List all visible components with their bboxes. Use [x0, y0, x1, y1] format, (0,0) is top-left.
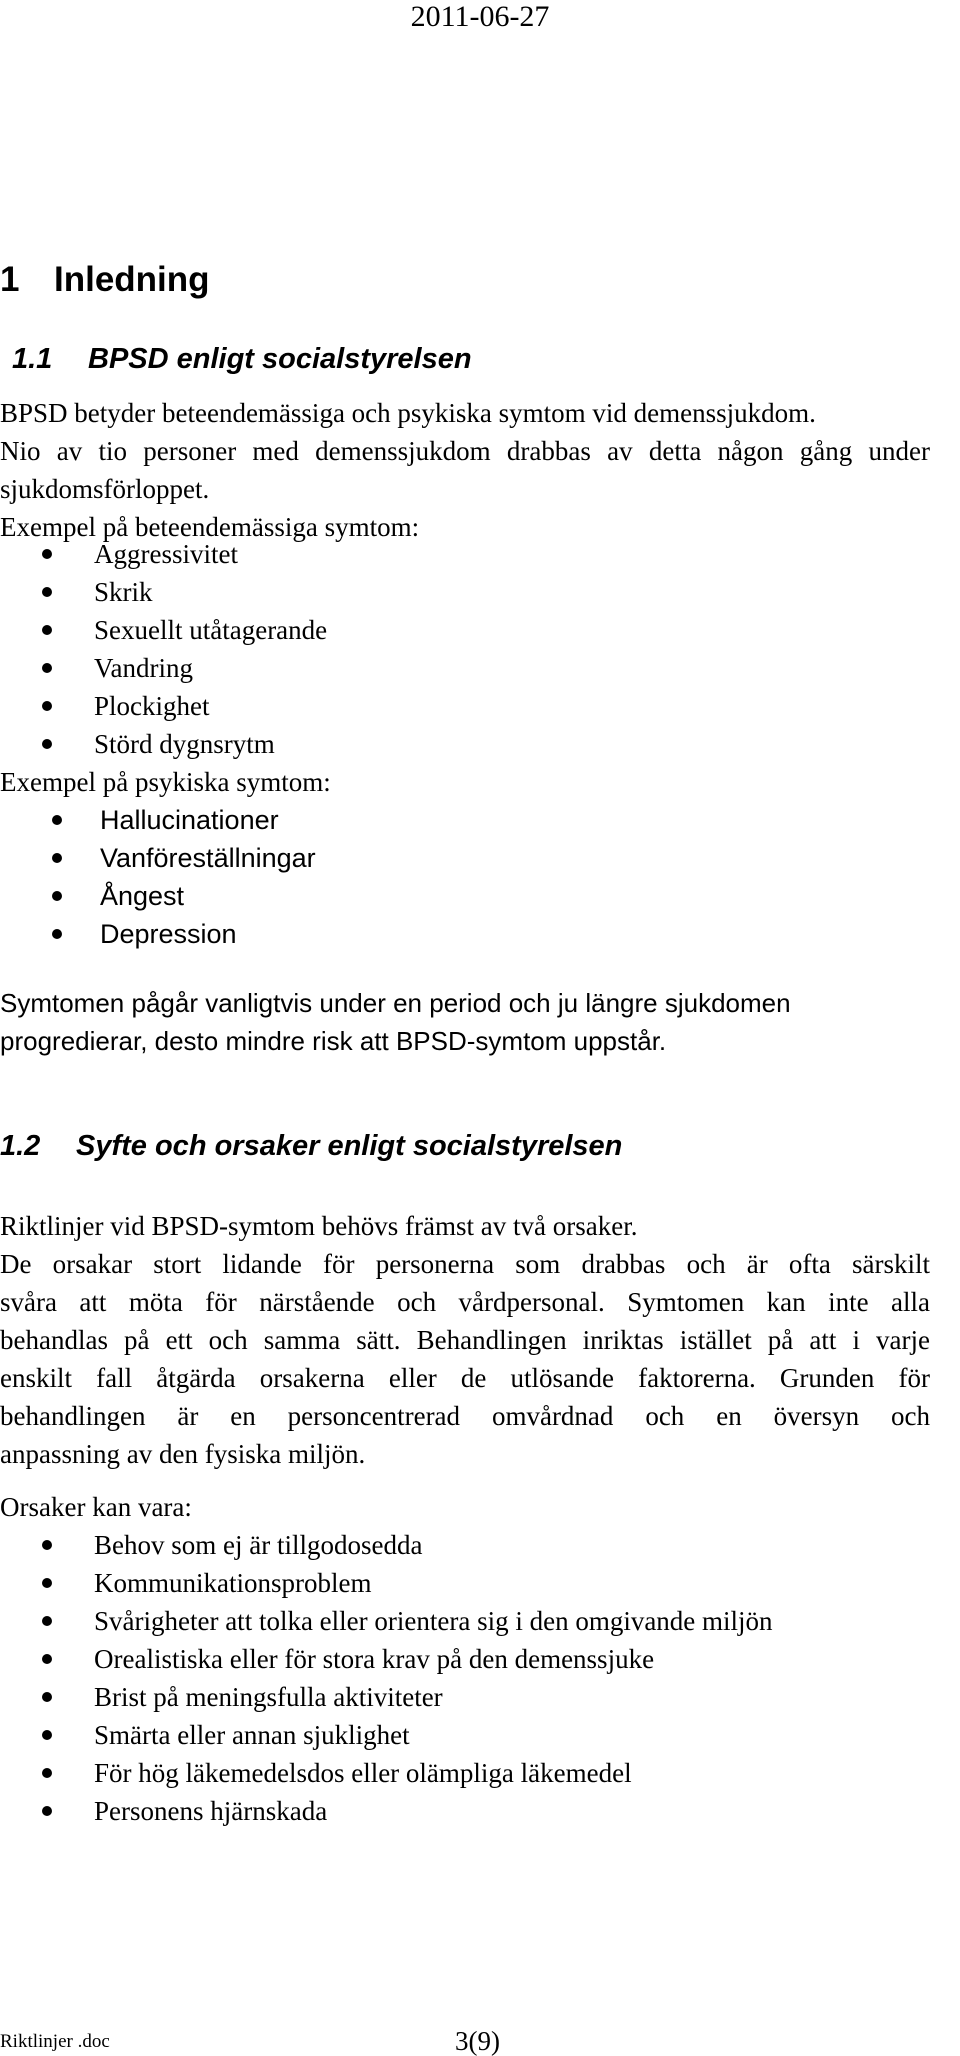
text-line: Riktlinjer vid BPSD-symtom behövs främst av två orsaker.: [0, 1211, 638, 1241]
footer-page-number: 3(9): [455, 2026, 500, 2056]
bullet-icon: [52, 929, 62, 939]
list-item: Aggressivitet: [0, 535, 327, 573]
list-item: Hallucinationer: [0, 801, 316, 839]
causes-list: [0, 1526, 773, 1830]
header-date: 2011-06-27: [410, 0, 550, 33]
section-1-1-title: BPSD enligt socialstyrelsen: [88, 343, 472, 375]
bullet-icon: [52, 891, 62, 901]
list-item: Sexuellt utåtagerande: [0, 611, 327, 649]
list-item: Skrik: [0, 573, 327, 611]
chapter-heading: [0, 260, 210, 300]
section-1-1-heading: [12, 342, 472, 376]
behavioral-symptoms-list: [0, 535, 327, 763]
list-item: Brist på meningsfulla aktiviteter: [0, 1678, 773, 1716]
text-line: BPSD betyder beteendemässiga och psykiska symtom vid demenssjukdom.: [0, 398, 816, 428]
bullet-icon: [42, 587, 52, 597]
bullet-icon: [42, 663, 52, 673]
list-item: För hög läkemedelsdos eller olämpliga läkemedel: [0, 1754, 773, 1792]
text-line: anpassning av den fysiska miljön.: [0, 1439, 366, 1469]
footer-filename: Riktlinjer .doc: [0, 2031, 110, 2052]
bullet-icon: [42, 739, 52, 749]
list-item: Smärta eller annan sjuklighet: [0, 1716, 773, 1754]
text-line: progredierar, desto mindre risk att BPSD-symtom uppstår.: [0, 1026, 667, 1056]
bullet-icon: [52, 815, 62, 825]
list-item: Störd dygnsrytm: [0, 725, 327, 763]
list-item: Vandring: [0, 649, 327, 687]
text-line: sjukdomsförloppet.: [0, 474, 210, 504]
section-1-1-closing: [0, 984, 930, 1060]
bullet-icon: [42, 701, 52, 711]
psychic-symptoms-list: [0, 801, 316, 953]
text-line: enskilt fall åtgärda orsakerna eller de utlösande faktorerna. Grunden för: [0, 1363, 930, 1393]
section-1-1-intro: [0, 394, 930, 546]
bullet-icon: [42, 1730, 52, 1740]
text-line: Symtomen pågår vanligtvis under en period och ju längre sjukdomen: [0, 988, 791, 1018]
list-item: Plockighet: [0, 687, 327, 725]
section-1-2-title: Syfte och orsaker enligt socialstyrelsen: [76, 1130, 623, 1162]
text-line: behandlingen är en personcentrerad omvårdnad och en översyn och: [0, 1401, 930, 1431]
list-item: Orealistiska eller för stora krav på den demenssjuke: [0, 1640, 773, 1678]
text-line: behandlas på ett och samma sätt. Behandlingen inriktas istället på att i varje: [0, 1325, 930, 1355]
list-item: Behov som ej är tillgodosedda: [0, 1526, 773, 1564]
section-1-1-number: 1.1: [12, 343, 53, 375]
text-line: Nio av tio personer med demenssjukdom drabbas av detta någon gång under: [0, 436, 930, 466]
chapter-title: Inledning: [54, 260, 210, 299]
chapter-number: 1: [0, 260, 20, 299]
section-1-2-paragraph: [0, 1207, 930, 1473]
bullet-icon: [42, 1692, 52, 1702]
list-item: Personens hjärnskada: [0, 1792, 773, 1830]
behavioral-intro: Exempel på beteendemässiga symtom:: [0, 512, 420, 542]
bullet-icon: [42, 1540, 52, 1550]
bullet-icon: [42, 1578, 52, 1588]
bullet-icon: [42, 1654, 52, 1664]
bullet-icon: [42, 1806, 52, 1816]
causes-intro: Orsaker kan vara:: [0, 1492, 192, 1522]
text-line: De orsakar stort lidande för personerna som drabbas och är ofta särskilt: [0, 1249, 930, 1279]
list-item: Ångest: [0, 877, 316, 915]
section-1-2-number: 1.2: [0, 1130, 41, 1162]
bullet-icon: [42, 625, 52, 635]
list-item: Kommunikationsproblem: [0, 1564, 773, 1602]
bullet-icon: [42, 549, 52, 559]
bullet-icon: [42, 1768, 52, 1778]
psychic-intro: Exempel på psykiska symtom:: [0, 767, 331, 797]
text-line: svåra att möta för närstående och vårdpersonal. Symtomen kan inte alla: [0, 1287, 930, 1317]
list-item: Svårigheter att tolka eller orientera sig i den omgivande miljön: [0, 1602, 773, 1640]
list-item: Vanföreställningar: [0, 839, 316, 877]
section-1-2-heading: [0, 1129, 622, 1163]
bullet-icon: [42, 1616, 52, 1626]
list-item: Depression: [0, 915, 316, 953]
bullet-icon: [52, 853, 62, 863]
